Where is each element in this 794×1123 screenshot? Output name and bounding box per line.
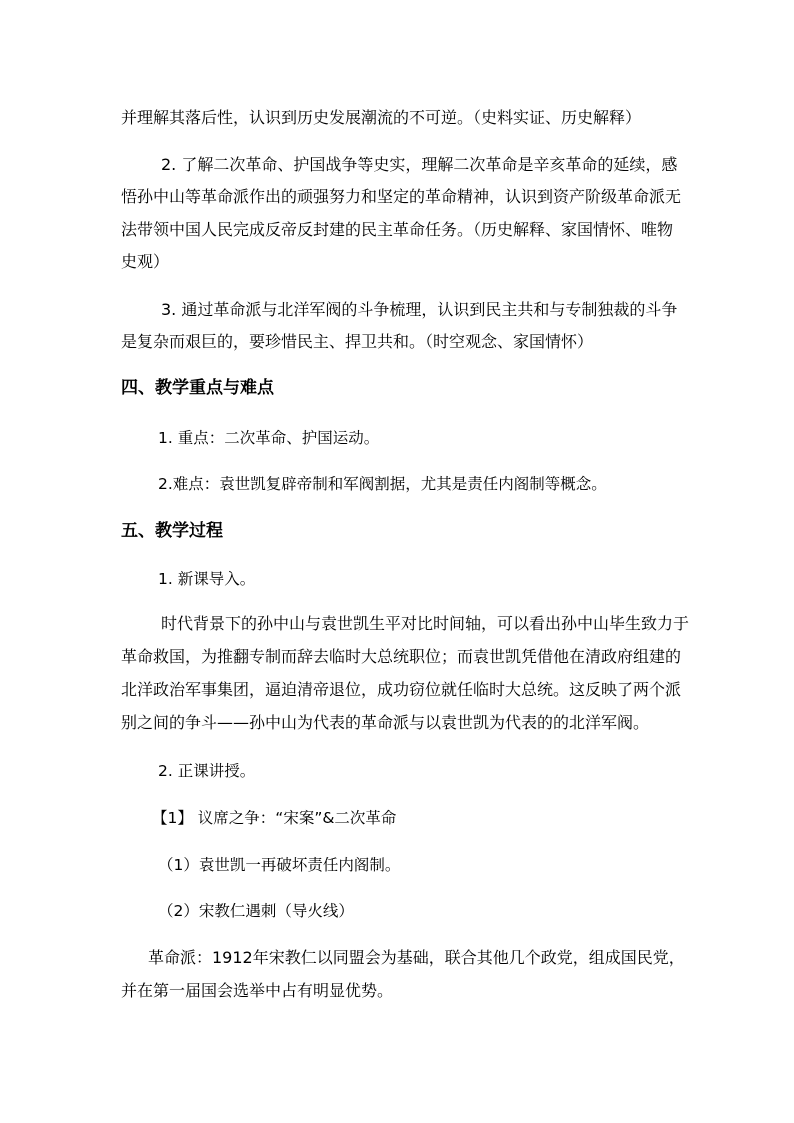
revolution-line-2: 并在第一届国会选举中占有明显优势。 xyxy=(121,981,394,1000)
intro-line-2: 革命救国，为推翻专制而辞去临时大总统职位；而袁世凯凭借他在清政府组建的 xyxy=(121,647,682,666)
intro-line-3: 北洋政治军事集团，逼迫清帝退位，成功窃位就任临时大总统。这反映了两个派 xyxy=(121,680,682,699)
point-1: （1）袁世凯一再破坏责任内阁制。 xyxy=(158,856,401,874)
objective-2-line-2: 悟孙中山等革命派作出的顽强努力和坚定的革命精神，认识到资产阶级革命派无 xyxy=(121,187,682,206)
step-2-label: 2. 正课讲授。 xyxy=(158,762,256,780)
key-point: 1. 重点：二次革命、护国运动。 xyxy=(158,429,380,447)
objective-2-line-3: 法带领中国人民完成反帝反封建的民主革命任务。（历史解释、家国情怀、唯物 xyxy=(121,220,674,239)
revolution-line-1: 革命派：1912年宋教仁以同盟会为基础，联合其他几个政党，组成国民党， xyxy=(148,948,685,967)
objective-2-line-1: 2. 了解二次革命、护国战争等史实，理解二次革命是辛亥革命的延续，感 xyxy=(161,155,678,174)
objective-3-line-1: 3. 通过革命派与北洋军阀的斗争梳理，认识到民主共和与专制独裁的斗争 xyxy=(161,300,678,319)
objective-1-end: 并理解其落后性，认识到历史发展潮流的不可逆。（史料实证、历史解释） xyxy=(121,108,642,127)
objective-3-line-2: 是复杂而艰巨的，要珍惜民主、捍卫共和。（时空观念、家国情怀） xyxy=(121,332,594,351)
difficulty-point: 2.难点：袁世凯复辟帝制和军阀割据，尤其是责任内阁制等概念。 xyxy=(158,475,607,493)
topic-1-heading: 【1】 议席之争：“宋案”&二次革命 xyxy=(152,809,397,827)
section-5-heading: 五、教学过程 xyxy=(121,521,223,541)
point-2: （2）宋教仁遇刺（导火线） xyxy=(158,902,354,920)
intro-line-4: 别之间的争斗——孙中山为代表的革命派与以袁世凯为代表的的北洋军阀。 xyxy=(121,713,650,732)
step-1-label: 1. 新课导入。 xyxy=(158,570,256,588)
section-4-heading: 四、教学重点与难点 xyxy=(121,378,274,398)
intro-line-1: 时代背景下的孙中山与袁世凯生平对比时间轴，可以看出孙中山毕生致力于 xyxy=(161,614,690,633)
objective-2-line-4: 史观） xyxy=(121,252,170,271)
